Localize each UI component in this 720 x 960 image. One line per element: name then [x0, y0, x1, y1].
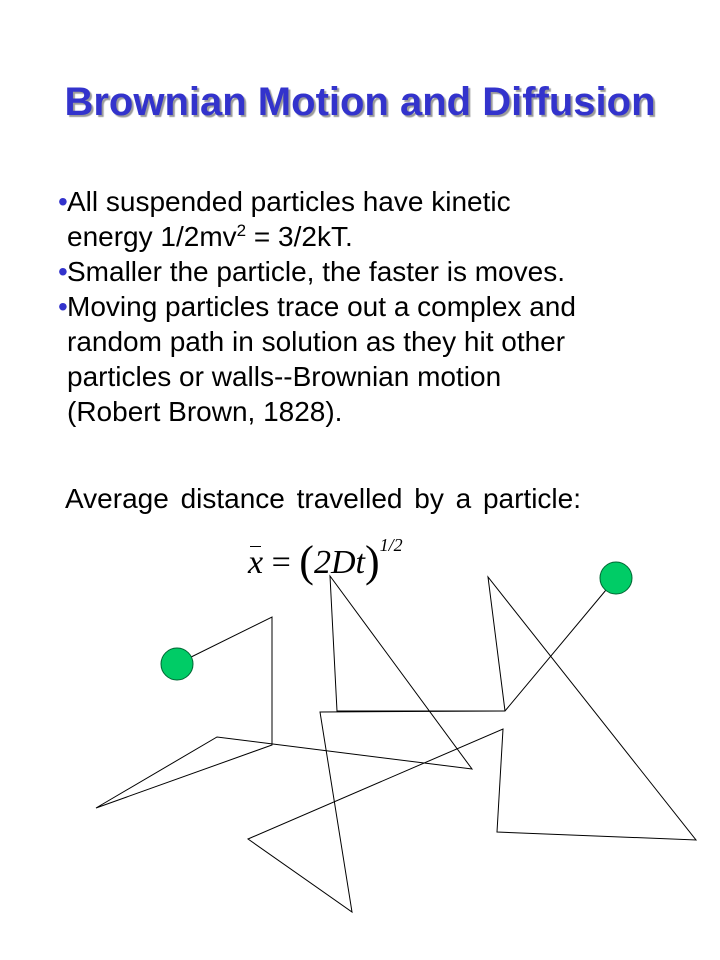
energy-equation-text: = 3/2kT. — [246, 221, 353, 252]
start-particle — [161, 648, 193, 680]
bullet-marker: • — [58, 291, 68, 322]
bullet-text-line: Moving particles trace out a complex and — [67, 291, 576, 322]
formula-inner: 2Dt — [313, 544, 365, 581]
random-walk-path — [248, 577, 696, 912]
random-walk-path — [96, 576, 616, 808]
bullet-text-line: Smaller the particle, the faster is moves. — [67, 256, 565, 287]
formula-exponent: 1/2 — [379, 535, 403, 555]
formula-open-paren: ( — [299, 537, 314, 586]
bullet-marker: • — [58, 256, 68, 287]
energy-text: energy 1/2mv — [67, 221, 237, 252]
average-distance-caption: Average distance travelled by a particle: — [65, 483, 581, 514]
bullet-marker: • — [58, 186, 68, 217]
bullet-text-line: All suspended particles have kinetic — [67, 186, 511, 217]
bullet-text-line: (Robert Brown, 1828). — [67, 396, 343, 427]
slide-title: Brownian Motion and Diffusion — [64, 80, 656, 124]
superscript-two: 2 — [236, 221, 247, 240]
bullet-text-line: particles or walls--Brownian motion — [67, 361, 502, 392]
formula-mean-x: x — [248, 540, 263, 586]
end-particle — [600, 562, 632, 594]
formula-equals: = — [271, 544, 291, 581]
formula-close-paren: ) — [364, 537, 380, 586]
bullet-text-line: random path in solution as they hit other — [67, 326, 566, 357]
